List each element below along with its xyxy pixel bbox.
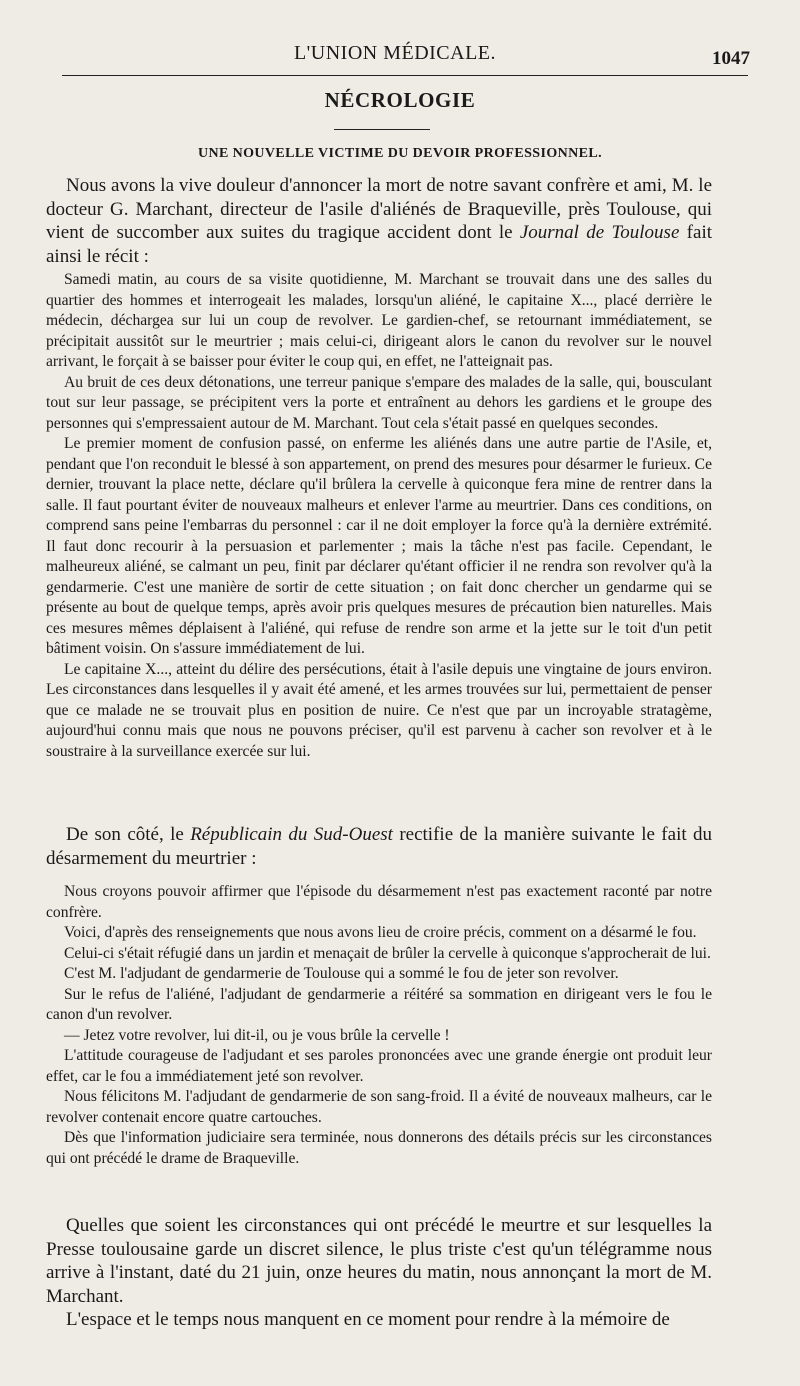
quote1-paragraph: Au bruit de ces deux détonations, une terreur panique s'empare des malades de la salle, qui, bousculant tout sur leur passage, se précipitent vers la porte et entraînent au dehors les gardiens et le groupe des personnes qui s'empressaient autour de M. Marchant. Tout cela s'était passé en quelques secondes. bbox=[46, 373, 712, 432]
quote-journal-de-toulouse bbox=[46, 270, 712, 762]
intro-paragraph-block bbox=[46, 174, 712, 268]
closing-paragraph: Quelles que soient les circonstances qui ont précédé le meurtre et sur lesquelles la Presse toulousaine garde un discret silence, le plus triste c'est qu'un télégramme nous arrive à l'instant, daté du 21 juin, onze heures du matin, nous annonçant la mort de M. Marchant. bbox=[46, 1215, 712, 1307]
transition-text-end: rectifie de la manière suivante le fait du désarmement du meurtrier : bbox=[46, 824, 713, 869]
quote2-paragraph: — Jetez votre revolver, lui dit-il, ou je vous brûle la cervelle ! bbox=[64, 1026, 450, 1044]
quote2-paragraph: L'attitude courageuse de l'adjudant et ses paroles prononcées avec une grande énergie ont produit leur effet, car le fou a immédiatement jeté son revolver. bbox=[46, 1047, 712, 1085]
transition-paragraph bbox=[46, 823, 712, 870]
quote2-paragraph: Voici, d'après des renseignements que nous avons lieu de croire précis, comment on a désarmé le fou. bbox=[64, 924, 697, 941]
intro-paragraph bbox=[46, 174, 712, 268]
running-title: L'UNION MÉDICALE. bbox=[293, 42, 497, 64]
header-rule bbox=[62, 75, 748, 76]
quote2-paragraph: Nous croyons pouvoir affirmer que l'épisode du désarmement n'est pas exactement raconté par notre confrère. bbox=[46, 883, 712, 921]
page-number: 1047 bbox=[712, 48, 750, 69]
quote1-paragraph: Samedi matin, au cours de sa visite quotidienne, M. Marchant se trouvait dans une des salles du quartier des hommes et interrogeait les malades, lorsqu'un aliéné, le capitaine X..., placé derrière le médecin, déchargea sur lui un coup de revolver. Le gardien-chef, se retournant immédiatement, se précipitait aussitôt sur le meurtrier ; mais celui-ci, dirigeant alors le canon du revolver sur le nouvel arrivant, le forçait à se baisser pour éviter le coup qui, en effet, ne l'atteignait pas. bbox=[46, 271, 712, 370]
quote2-paragraph: Nous félicitons M. l'adjudant de gendarmerie de son sang-froid. Il a évité de nouveaux malheurs, car le revolver contenait encore quatre cartouches. bbox=[46, 1088, 712, 1126]
intro-text: Nous avons la vive douleur d'annoncer la mort de notre savant confrère et ami, M. le docteur G. Marchant, directeur de l'asile d'aliénés de Braqueville, près Toulouse, qui vient de succomber aux suites du tragique accident dont le bbox=[46, 175, 712, 243]
journal-name: Journal de Toulouse bbox=[519, 222, 680, 243]
quote2-paragraph: Sur le refus de l'aliéné, l'adjudant de gendarmerie a réitéré sa sommation en dirigeant vers le fou le canon d'un revolver. bbox=[46, 985, 712, 1023]
quote2-paragraph: C'est M. l'adjudant de gendarmerie de Toulouse qui a sommé le fou de jeter son revolver. bbox=[64, 965, 619, 982]
intro-text-end: fait ainsi le récit : bbox=[46, 222, 712, 267]
page-header bbox=[40, 34, 750, 74]
transition-text: De son côté, le bbox=[66, 824, 191, 845]
closing-block bbox=[46, 1214, 712, 1332]
quote1-paragraph: Le premier moment de confusion passé, on enferme les aliénés dans une autre partie de l'Asile, et, pendant que l'on reconduit le blessé à son appartement, on prend des mesures pour désarmer le furieux. Ce dernier, trouvant la place nette, déclare qu'il brûlera la cervelle à quiconque fera mine de rentrer dans la salle. Il faut pourtant éviter de nouveaux malheurs et enlever l'arme au meurtrier. Dans ces conditions, on comprend sans peine l'embarras du personnel : car il ne doit employer la force qu'à la dernière extrémité. Il faut donc recourir à la persuasion et parlementer ; mais la tâche n'est pas facile. Cependant, le malheureux aliéné, se calmant un peu, finit par déclarer qu'étant officier il ne rendra son revolver qu'à la gendarmerie. C'est une manière de sortir de cette situation ; on fait donc chercher un gendarme qui se présente au bout de quelque temps, après avoir pris quelques mesures de précaution bien naturelles. Mais ces mesures mêmes déplaisent à l'aliéné, qui refuse de rendre son arme et la jette sur le toit d'un petit bâtiment voisin. On s'assure immédiatement de lui. bbox=[46, 435, 712, 657]
article-subtitle: UNE NOUVELLE VICTIME DU DEVOIR PROFESSIONNEL. bbox=[197, 146, 603, 161]
title-rule bbox=[334, 129, 430, 130]
transition-paragraph-block bbox=[46, 823, 712, 870]
quote2-paragraph: Celui-ci s'était réfugié dans un jardin et menaçait de brûler la cervelle à quiconque s'approcherait de lui. bbox=[64, 944, 711, 962]
quote-republicain bbox=[46, 882, 712, 1169]
section-title: NÉCROLOGIE bbox=[324, 88, 476, 112]
quote2-paragraph: Dès que l'information judiciaire sera terminée, nous donnerons des détails précis sur les circonstances qui ont précédé le drame de Braqueville. bbox=[46, 1129, 712, 1167]
journal-name: Républicain du Sud-Ouest bbox=[190, 824, 393, 845]
quote1-paragraph: Le capitaine X..., atteint du délire des persécutions, était à l'asile depuis une vingtaine de jours environ. Les circonstances dans lesquelles il y avait été amené, et les armes trouvées sur lui, permettaient de penser que ce malade ne se trouvait plus en position de nuire. Ce n'est que par un incroyable stratagème, aujourd'hui connu mais que nous ne pouvons préciser, qu'il est parvenu à cacher son revolver et à le soustraire à la surveillance exercée sur lui. bbox=[46, 660, 712, 760]
closing-paragraph: L'espace et le temps nous manquent en ce moment pour rendre à la mémoire de bbox=[66, 1309, 670, 1330]
